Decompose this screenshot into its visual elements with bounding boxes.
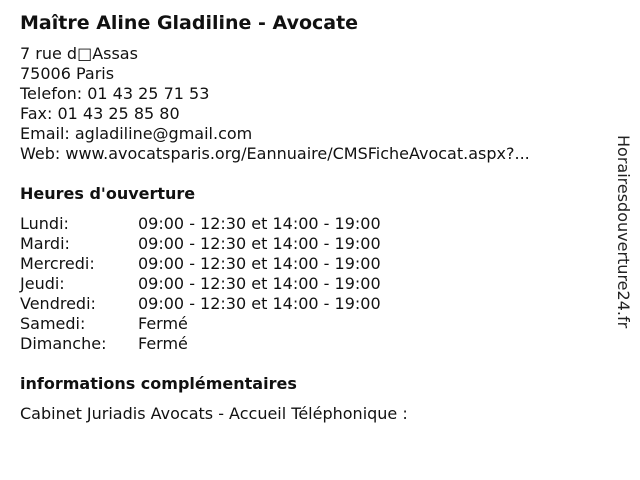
day-hours: 09:00 - 12:30 et 14:00 - 19:00 — [138, 254, 381, 273]
contact-block — [20, 44, 530, 164]
day-label: Mercredi: — [20, 254, 95, 273]
day-label: Samedi: — [20, 314, 86, 333]
fax-number: Fax: 01 43 25 85 80 — [20, 104, 180, 123]
hours-row-tuesday — [20, 234, 381, 254]
phone-number: Telefon: 01 43 25 71 53 — [20, 84, 210, 103]
day-label: Dimanche: — [20, 334, 107, 353]
address-street: 7 rue d□Assas — [20, 44, 138, 63]
hours-row-thursday — [20, 274, 381, 294]
hours-row-friday — [20, 294, 381, 314]
opening-hours-list — [20, 214, 381, 354]
site-watermark — [603, 135, 640, 375]
address-city: 75006 Paris — [20, 64, 115, 83]
day-hours: 09:00 - 12:30 et 14:00 - 19:00 — [138, 214, 381, 233]
additional-info-heading: informations complémentaires — [20, 374, 297, 393]
day-hours: Fermé — [138, 334, 188, 353]
day-hours: 09:00 - 12:30 et 14:00 - 19:00 — [138, 274, 381, 293]
hours-row-saturday — [20, 314, 381, 334]
day-label: Mardi: — [20, 234, 70, 253]
day-hours: 09:00 - 12:30 et 14:00 - 19:00 — [138, 294, 381, 313]
hours-row-wednesday — [20, 254, 381, 274]
hours-row-sunday — [20, 334, 381, 354]
day-label: Lundi: — [20, 214, 69, 233]
day-label: Jeudi: — [20, 274, 65, 293]
website-link: Web: www.avocatsparis.org/Eannuaire/CMSFicheAvocat.aspx?... — [20, 144, 530, 163]
day-hours: 09:00 - 12:30 et 14:00 - 19:00 — [138, 234, 381, 253]
day-label: Vendredi: — [20, 294, 96, 313]
email-address: Email: agladiline@gmail.com — [20, 124, 253, 143]
page-title: Maître Aline Gladiline - Avocate — [20, 12, 359, 34]
opening-hours-heading: Heures d'ouverture — [20, 184, 196, 203]
day-hours: Fermé — [138, 314, 188, 333]
hours-row-monday — [20, 214, 381, 234]
watermark-text: Horairesdouverture24.fr — [614, 135, 633, 329]
additional-info-text: Cabinet Juriadis Avocats - Accueil Téléphonique : — [20, 404, 408, 423]
